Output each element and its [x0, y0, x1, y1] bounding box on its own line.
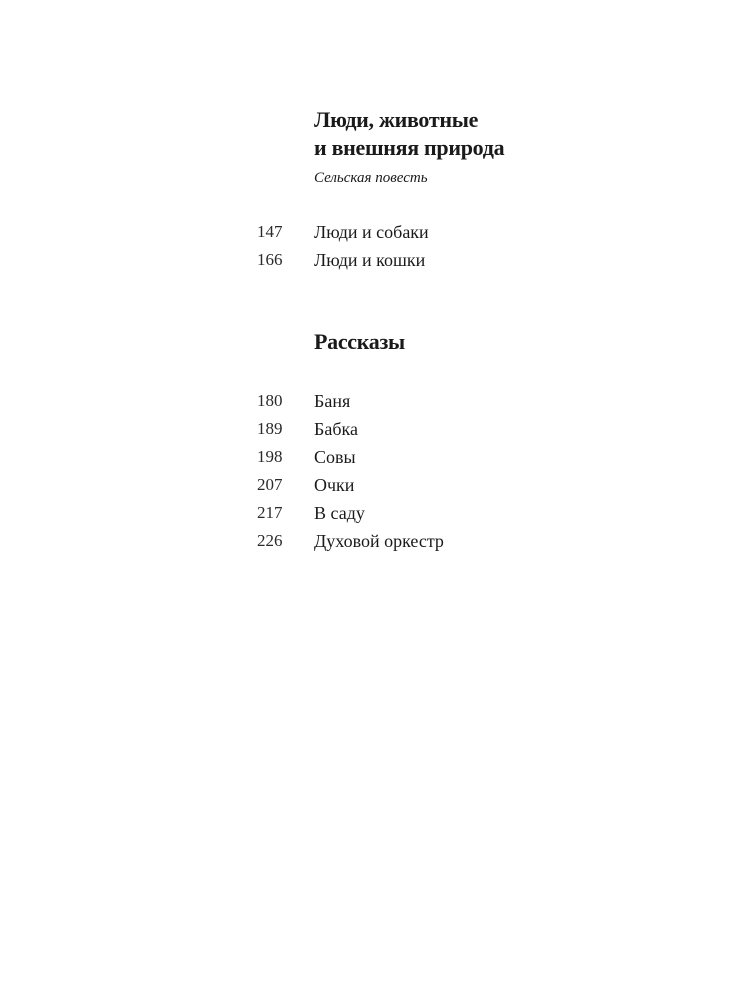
toc-entry-title: Люди и собаки	[314, 222, 429, 242]
section-title-line: Люди, животные	[314, 107, 479, 132]
toc-entry-title: Люди и кошки	[314, 250, 426, 270]
section-title	[314, 328, 405, 356]
toc-list	[0, 218, 735, 274]
toc-entry[interactable]	[0, 499, 735, 527]
toc-entry[interactable]	[0, 527, 735, 555]
section-title-line: Рассказы	[314, 329, 405, 354]
toc-entry-title: В саду	[314, 503, 365, 523]
toc-entry-title: Очки	[314, 475, 355, 495]
toc-entry-title: Бабка	[314, 419, 358, 439]
toc-entry[interactable]	[0, 471, 735, 499]
toc-entry[interactable]	[0, 218, 735, 246]
toc-entry-title: Баня	[314, 391, 351, 411]
toc-page-number: 180	[257, 391, 283, 410]
toc-page-number: 147	[257, 222, 283, 241]
toc-page-number: 217	[257, 503, 283, 522]
toc-page-number: 226	[257, 531, 283, 550]
toc-entry[interactable]	[0, 387, 735, 415]
toc-entry-title: Духовой оркестр	[314, 531, 444, 551]
section-title	[314, 106, 504, 162]
section-subtitle: Сельская повесть	[314, 170, 428, 186]
section-title-line: и внешняя природа	[314, 135, 505, 160]
toc-entry-title: Совы	[314, 447, 356, 467]
toc-entry[interactable]	[0, 443, 735, 471]
toc-entry[interactable]	[0, 415, 735, 443]
toc-list	[0, 387, 735, 555]
toc-page-number: 166	[257, 250, 283, 269]
toc-page-number: 207	[257, 475, 283, 494]
toc-page-number: 198	[257, 447, 283, 466]
toc-page-number: 189	[257, 419, 283, 438]
toc-entry[interactable]	[0, 246, 735, 274]
